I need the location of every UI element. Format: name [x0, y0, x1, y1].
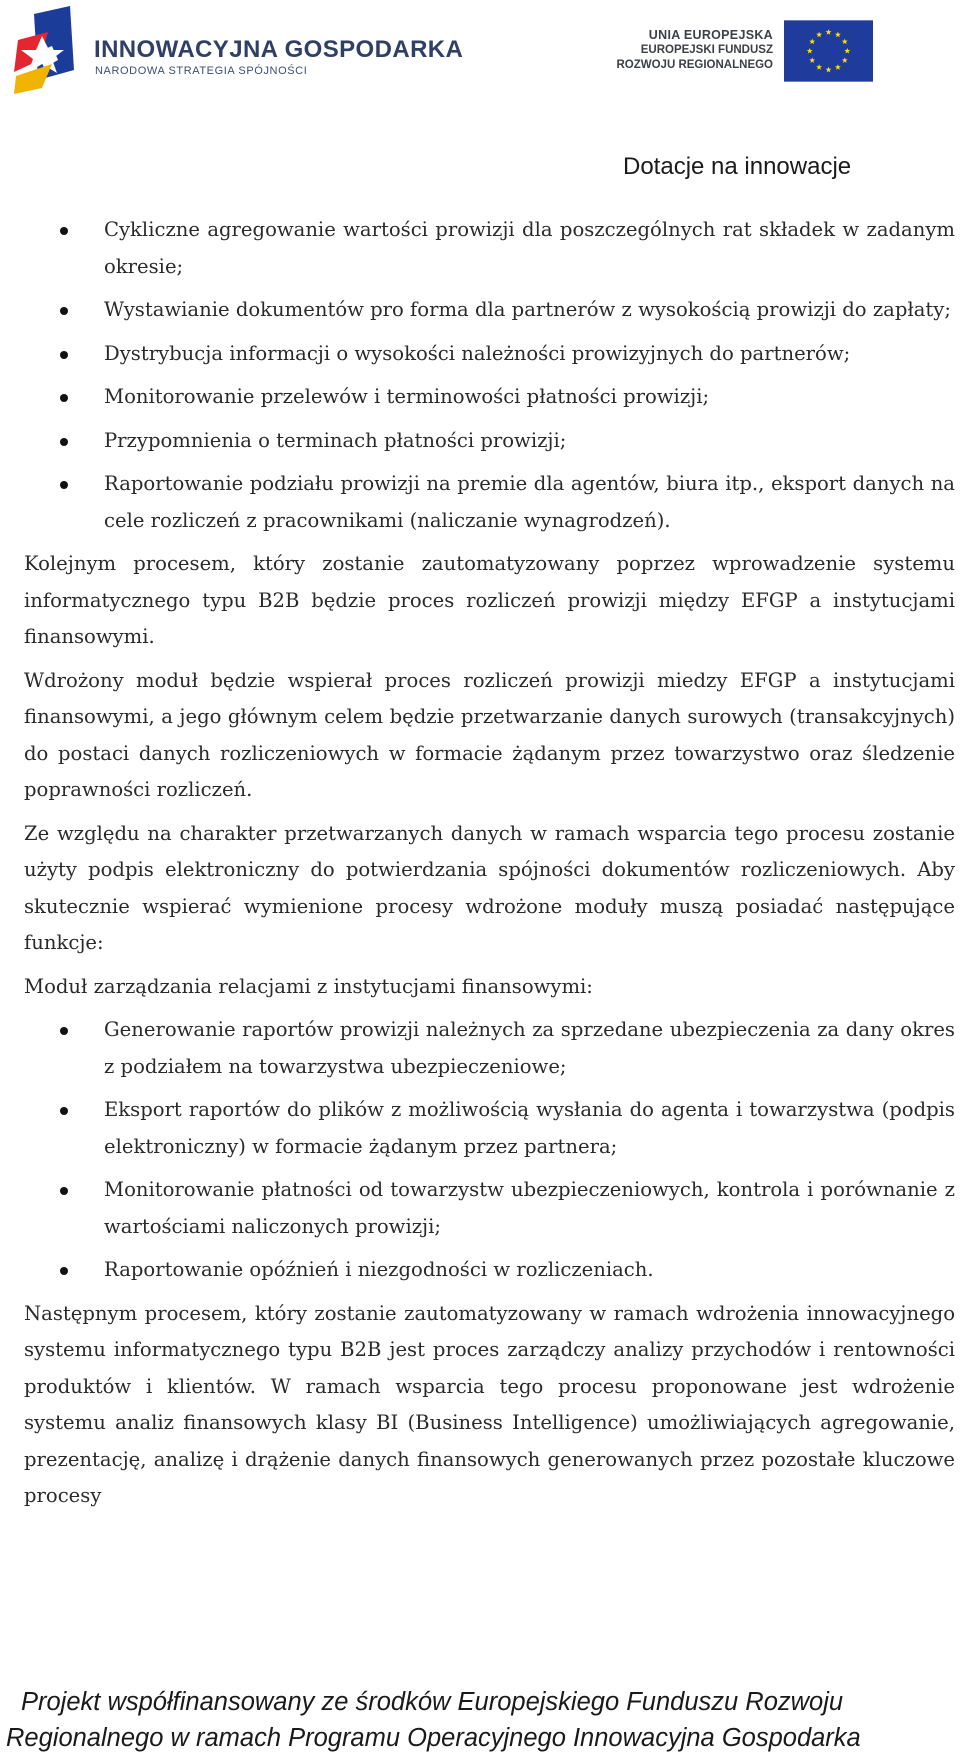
bullet-icon	[60, 394, 68, 402]
bullet-list-2	[24, 1012, 955, 1289]
list-item: Eksport raportów do plików z możliwością wysłania do agenta i towarzystwa (podpis elektroniczny) w formacie żądanym przez partnera;	[24, 1092, 955, 1165]
bullet-icon	[60, 307, 68, 315]
footer-line-1: Projekt współfinansowany ze środków Europejskiego Funduszu Rozwoju	[21, 1688, 844, 1716]
list-item: Dystrybucja informacji o wysokości należności prowizyjnych do partnerów;	[24, 336, 955, 373]
eu-logo-text	[616, 28, 773, 73]
ig-logo-title: INNOWACYJNA GOSPODARKA	[94, 36, 464, 63]
footer-line-2: Regionalnego w ramach Programu Operacyjnego Innowacyjna Gospodarka	[6, 1724, 861, 1752]
bullet-icon	[60, 1187, 68, 1195]
list-item: Generowanie raportów prowizji należnych za sprzedane ubezpieczenia za dany okres z podziałem na towarzystwa ubezpieczeniowe;	[24, 1012, 955, 1085]
bullet-icon	[60, 1027, 68, 1035]
eu-logo	[600, 18, 880, 84]
bullet-list-1	[24, 212, 955, 539]
list-item: Raportowanie opóźnień i niezgodności w rozliczeniach.	[24, 1252, 955, 1289]
eu-flag-icon	[784, 20, 873, 82]
bullet-icon	[60, 1107, 68, 1115]
paragraph-2: Wdrożony moduł będzie wspierał proces rozliczeń prowizji miedzy EFGP a instytucjami finansowymi, a jego głównym celem będzie przetwarzanie danych surowych (transakcyjnych) do postaci danych rozliczeniowych w formacie żądanym przez towarzystwo oraz śledzenie poprawności rozliczeń.	[24, 668, 955, 801]
eu-logo-line1: UNIA EUROPEJSKA	[648, 28, 773, 42]
bullet-icon	[60, 1267, 68, 1275]
bullet-icon	[60, 481, 68, 489]
ig-logo-subtitle: NARODOWA STRATEGIA SPÓJNOŚCI	[95, 65, 308, 77]
bullet-icon	[60, 227, 68, 235]
paragraph-5: Następnym procesem, który zostanie zautomatyzowany w ramach wdrożenia innowacyjnego systemu informatycznego typu B2B jest proces zarządczy analizy przychodów i rentowności produktów i klientów. W ramach wsparcia tego procesu proponowane jest wdrożenie systemu analiz finansowych klasy BI (Business Intelligence) umożliwiających agregowanie, prezentację, analizę i drążenie danych finansowych generowanych przez pozostałe kluczowe procesy	[24, 1301, 955, 1507]
eu-logo-line3: ROZWOJU REGIONALNEGO	[616, 59, 773, 71]
bullet-icon	[60, 351, 68, 359]
eu-logo-line2: EUROPEJSKI FUNDUSZ	[640, 44, 773, 56]
bullet-icon	[60, 438, 68, 446]
list-item: Raportowanie podziału prowizji na premie dla agentów, biura itp., eksport danych na cele rozliczeń z pracownikami (naliczanie wynagrodzeń).	[24, 466, 955, 539]
list-item: Cykliczne agregowanie wartości prowizji dla poszczególnych rat składek w zadanym okresie;	[24, 212, 955, 285]
ig-emblem-icon	[12, 6, 82, 94]
list-item: Przypomnienia o terminach płatności prowizji;	[24, 423, 955, 460]
list-item: Monitorowanie płatności od towarzystw ubezpieczeniowych, kontrola i porównanie z wartościami naliczonych prowizji;	[24, 1172, 955, 1245]
list-item: Wystawianie dokumentów pro forma dla partnerów z wysokością prowizji do zapłaty;	[24, 292, 955, 329]
page-footer	[6, 1684, 956, 1756]
paragraph-4: Moduł zarządzania relacjami z instytucjami finansowymi:	[24, 974, 593, 998]
document-header-title: Dotacje na innowacje	[623, 153, 852, 180]
innowacyjna-gospodarka-logo	[12, 6, 464, 96]
list-item: Monitorowanie przelewów i terminowości płatności prowizji;	[24, 379, 955, 416]
paragraph-1: Kolejnym procesem, który zostanie zautomatyzowany poprzez wprowadzenie systemu informatycznego typu B2B będzie proces rozliczeń prowizji między EFGP a instytucjami finansowymi.	[24, 552, 955, 648]
document-body	[24, 212, 955, 1522]
paragraph-3: Ze względu na charakter przetwarzanych danych w ramach wsparcia tego procesu zostanie użyty podpis elektroniczny do potwierdzania spójności dokumentów rozliczeniowych. Aby skutecznie wspierać wymienione procesy wdrożone moduły muszą posiadać następujące funkcje:	[24, 821, 955, 954]
